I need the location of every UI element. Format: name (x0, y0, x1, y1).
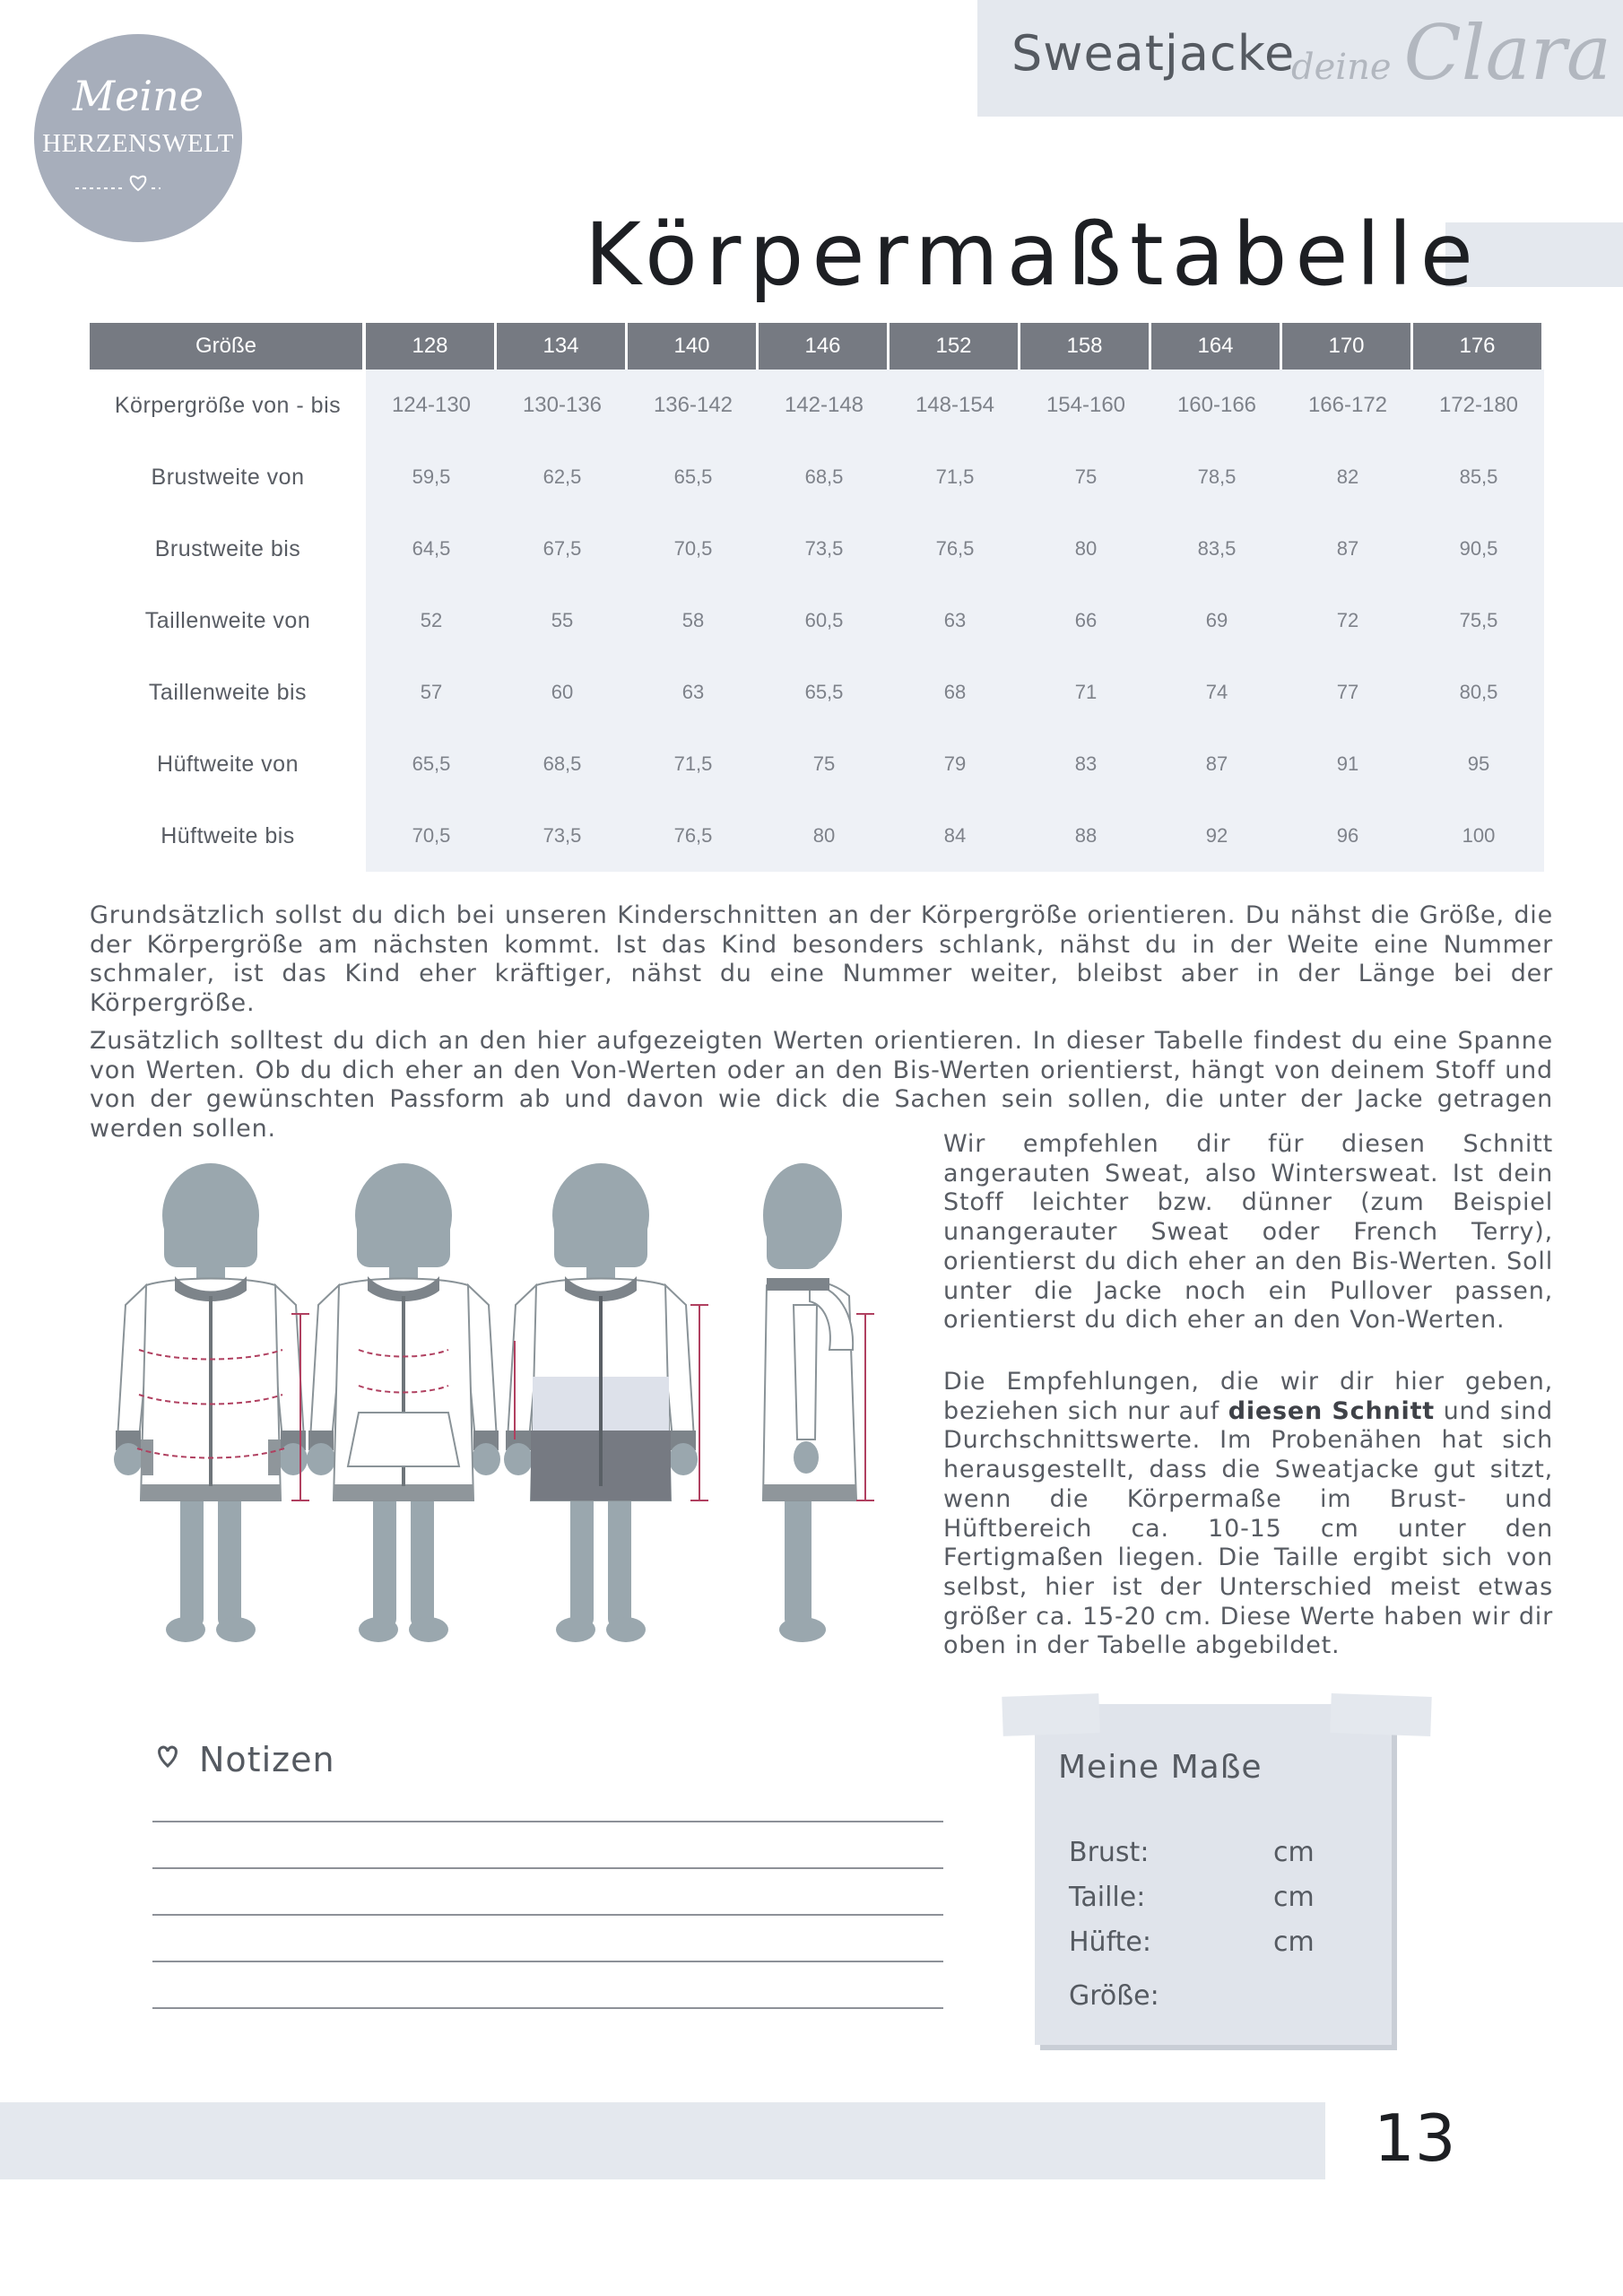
size-header: 146 (759, 323, 890, 370)
size-header: 158 (1020, 323, 1151, 370)
fabric-paragraph: Wir empfehlen dir für diesen Schnitt angerauten Sweat, also Wintersweat. Ist dein Stoff leichter bzw. dünner (zum Beispiel unangerauter Sweat oder French Terry), orientierst du dich eher an den Bis-Werten. Soll unter die Jacke noch ein Pullover passen, orientierst du dich eher an den Von-Werten. (943, 1130, 1553, 1335)
table-cell: 148-154 (890, 370, 1020, 441)
table-cell: 84 (890, 800, 1020, 872)
table-cell: 96 (1282, 800, 1413, 872)
row-label: Hüftweite bis (90, 800, 366, 872)
table-header-label: Größe (90, 323, 366, 370)
table-cell: 80 (1020, 513, 1151, 585)
header-script-small: deine (1291, 47, 1392, 88)
table-cell: 88 (1020, 800, 1151, 872)
notes-line[interactable] (152, 2007, 943, 2009)
header-script-title (1291, 9, 1611, 97)
size-header: 140 (628, 323, 759, 370)
size-header: 128 (366, 323, 497, 370)
size-chart-table (90, 323, 1544, 872)
notes-line[interactable] (152, 1961, 943, 1962)
table-cell: 130-136 (497, 370, 628, 441)
table-cell: 65,5 (759, 657, 890, 728)
groesse-label: Größe: (1069, 1980, 1159, 2012)
logo-heart-icon (34, 169, 242, 201)
table-row (90, 728, 1544, 800)
table-cell: 82 (1282, 441, 1413, 513)
taille-unit: cm (1273, 1882, 1315, 1913)
table-cell: 60 (497, 657, 628, 728)
table-row (90, 441, 1544, 513)
table-cell: 78,5 (1151, 441, 1282, 513)
table-cell: 70,5 (628, 513, 759, 585)
table-cell: 166-172 (1282, 370, 1413, 441)
table-cell: 75 (759, 728, 890, 800)
table-cell: 69 (1151, 585, 1282, 657)
notes-line[interactable] (152, 1867, 943, 1869)
table-cell: 77 (1282, 657, 1413, 728)
table-row (90, 800, 1544, 872)
row-label: Hüftweite von (90, 728, 366, 800)
table-cell: 65,5 (628, 441, 759, 513)
table-cell: 58 (628, 585, 759, 657)
measurements-title: Meine Maße (1058, 1749, 1263, 1786)
size-header: 170 (1282, 323, 1413, 370)
table-cell: 80 (759, 800, 890, 872)
table-cell: 59,5 (366, 441, 497, 513)
table-cell: 71 (1020, 657, 1151, 728)
table-cell: 83,5 (1151, 513, 1282, 585)
table-cell: 73,5 (759, 513, 890, 585)
table-cell: 92 (1151, 800, 1282, 872)
table-cell: 71,5 (628, 728, 759, 800)
table-cell: 83 (1020, 728, 1151, 800)
table-cell: 160-166 (1151, 370, 1282, 441)
table-cell: 62,5 (497, 441, 628, 513)
page-number: 13 (1374, 2100, 1456, 2176)
table-cell: 85,5 (1413, 441, 1544, 513)
table-cell: 91 (1282, 728, 1413, 800)
row-label: Taillenweite von (90, 585, 366, 657)
size-header: 134 (497, 323, 628, 370)
table-cell: 68,5 (759, 441, 890, 513)
row-label: Brustweite bis (90, 513, 366, 585)
table-row (90, 370, 1544, 441)
table-cell: 71,5 (890, 441, 1020, 513)
table-cell: 55 (497, 585, 628, 657)
brust-unit: cm (1273, 1837, 1315, 1868)
table-cell: 87 (1282, 513, 1413, 585)
table-cell: 142-148 (759, 370, 890, 441)
recommendation-bold: diesen Schnitt (1228, 1396, 1435, 1425)
table-cell: 87 (1151, 728, 1282, 800)
table-cell: 73,5 (497, 800, 628, 872)
table-cell: 74 (1151, 657, 1282, 728)
table-row (90, 513, 1544, 585)
brust-label: Brust: (1069, 1837, 1150, 1868)
table-cell: 68,5 (497, 728, 628, 800)
taille-label: Taille: (1069, 1882, 1146, 1913)
jacket-illustration (85, 1161, 892, 1655)
table-cell: 80,5 (1413, 657, 1544, 728)
table-cell: 52 (366, 585, 497, 657)
notes-line[interactable] (152, 1821, 943, 1822)
footer-band (0, 2102, 1325, 2179)
row-label: Körpergröße von - bis (90, 370, 366, 441)
table-cell: 100 (1413, 800, 1544, 872)
recommendation-paragraph (943, 1368, 1553, 1661)
heart-icon (154, 1742, 181, 1778)
table-cell: 124-130 (366, 370, 497, 441)
size-header: 176 (1413, 323, 1544, 370)
size-header: 164 (1151, 323, 1282, 370)
table-cell: 72 (1282, 585, 1413, 657)
table-cell: 68 (890, 657, 1020, 728)
row-label: Taillenweite bis (90, 657, 366, 728)
intro-paragraph: Grundsätzlich sollst du dich bei unseren Kinderschnitten an der Körpergröße orientieren. Du nähst die Größe, die der Körpergröße am nächsten kommt. Ist das Kind besonders schlank, nähst du in der Weite eine Nummer schmaler, ist das Kind eher kräftiger, nähst du eine Nummer weiter, bleibst aber in der Länge bei der Körpergröße. (90, 901, 1553, 1018)
tape-strip-right (1330, 1693, 1431, 1736)
logo-brand-text: HERZENSWELT (42, 129, 234, 158)
table-row (90, 585, 1544, 657)
table-cell: 75,5 (1413, 585, 1544, 657)
table-cell: 136-142 (628, 370, 759, 441)
table-cell: 154-160 (1020, 370, 1151, 441)
table-cell: 70,5 (366, 800, 497, 872)
logo-script-text: Meine (73, 72, 204, 120)
table-cell: 90,5 (1413, 513, 1544, 585)
table-cell: 57 (366, 657, 497, 728)
header-title: Sweatjacke (1011, 25, 1296, 82)
size-header: 152 (890, 323, 1020, 370)
brand-logo (34, 34, 242, 242)
notes-title: Notizen (199, 1740, 335, 1779)
table-cell: 172-180 (1413, 370, 1544, 441)
table-row (90, 657, 1544, 728)
table-cell: 95 (1413, 728, 1544, 800)
tape-strip-left (1002, 1693, 1099, 1736)
recommendation-text-start: Die Empfehlungen, die wir dir hier geben, beziehen sich nur auf (943, 1368, 1553, 1425)
table-cell: 76,5 (890, 513, 1020, 585)
huefte-label: Hüfte: (1069, 1926, 1151, 1958)
table-cell: 75 (1020, 441, 1151, 513)
huefte-unit: cm (1273, 1926, 1315, 1958)
table-cell: 63 (628, 657, 759, 728)
table-cell: 79 (890, 728, 1020, 800)
table-header-row (90, 323, 1544, 370)
table-cell: 64,5 (366, 513, 497, 585)
table-cell: 60,5 (759, 585, 890, 657)
table-cell: 67,5 (497, 513, 628, 585)
table-cell: 66 (1020, 585, 1151, 657)
recommendation-text-end: und sind Durchschnittswerte. Im Probenähen hat sich herausgestellt, dass die Sweatjacke gut sitzt, wenn die Körpermaße im Brust- und Hüftbereich ca. 10-15 cm unter den Fertigmaßen liegen. Die Taille ergibt sich von selbst, hier ist der Unterschied meist etwas größer ca. 15-20 cm. Diese Werte haben wir dir oben in der Tabelle abgebildet. (943, 1396, 1553, 1660)
notes-line[interactable] (152, 1914, 943, 1916)
range-paragraph: Zusätzlich solltest du dich an den hier aufgezeigten Werten orientieren. In dieser Tabelle findest du eine Spanne von Werten. Ob du dich eher an den Von-Werten oder an den Bis-Werten orientierst, hängt von deinem Stoff und von der gewünschten Passform ab und davon wie dick die Sachen sein sollen, die unter der Jacke getragen werden sollen. (90, 1027, 1553, 1144)
page-title: Körpermaßtabelle (585, 204, 1481, 305)
table-cell: 63 (890, 585, 1020, 657)
row-label: Brustweite von (90, 441, 366, 513)
table-cell: 65,5 (366, 728, 497, 800)
header-script-big: Clara (1403, 9, 1611, 97)
table-cell: 76,5 (628, 800, 759, 872)
